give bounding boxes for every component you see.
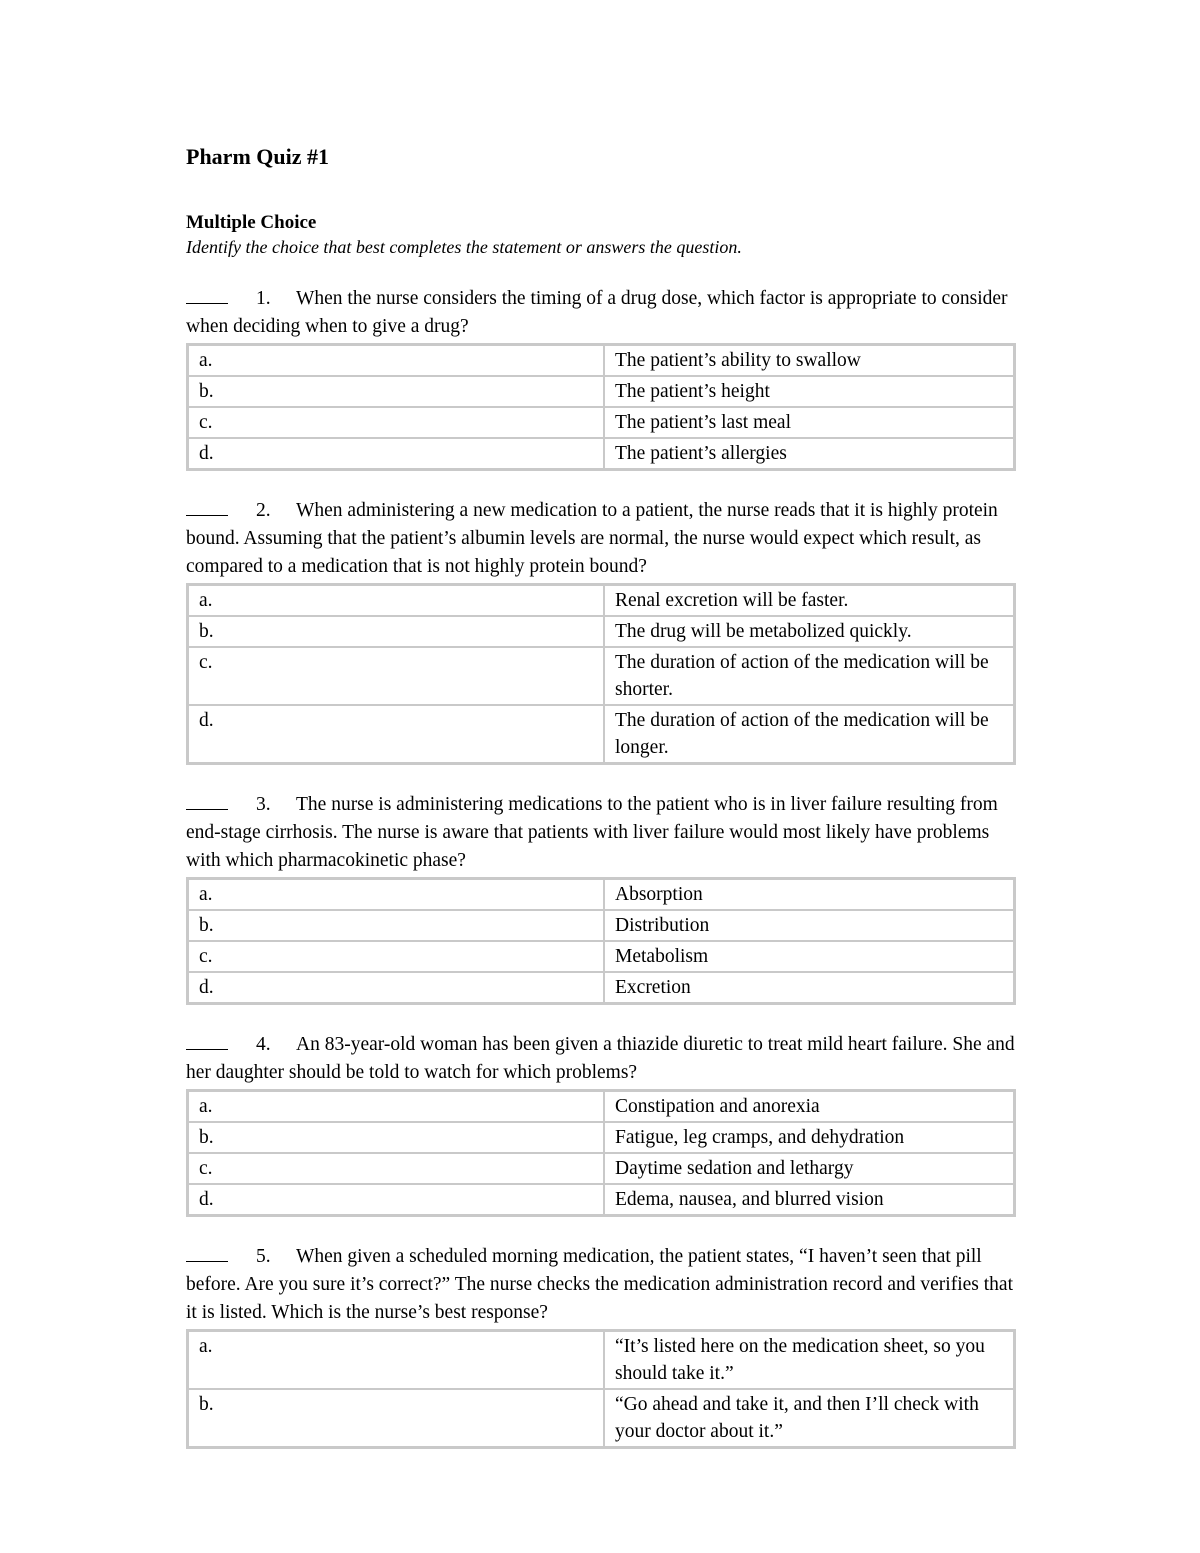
choice-text: The duration of action of the medication will be longer.	[604, 705, 1015, 764]
choice-row	[188, 941, 1015, 972]
choice-text: “Go ahead and take it, and then I’ll check with your doctor about it.”	[604, 1389, 1015, 1448]
question-number: 4.	[256, 1034, 271, 1055]
answer-blank[interactable]	[186, 497, 228, 516]
choice-row	[188, 616, 1015, 647]
choice-letter: c.	[188, 941, 605, 972]
choices-table	[186, 1329, 1016, 1449]
question-text: The nurse is administering medications to the patient who is in liver failure resulting from end-stage cirrhosis. The nurse is aware that patients with liver failure would most likely have problems with which pharmacokinetic phase?	[186, 794, 998, 871]
question-number: 5.	[256, 1246, 271, 1267]
question-4	[186, 1031, 1016, 1217]
answer-blank[interactable]	[186, 1031, 228, 1050]
question-text: When given a scheduled morning medication, the patient states, “I haven’t seen that pill before. Are you sure it’s correct?” The nurse checks the medication administration record and verifies that it is listed. Which is the nurse’s best response?	[186, 1246, 1013, 1323]
choice-row	[188, 1184, 1015, 1216]
answer-blank[interactable]	[186, 791, 228, 810]
question-number: 3.	[256, 794, 271, 815]
choice-text: Edema, nausea, and blurred vision	[604, 1184, 1015, 1216]
question-2	[186, 497, 1016, 765]
section-instructions: Identify the choice that best completes the statement or answers the question.	[186, 237, 742, 257]
choice-row	[188, 376, 1015, 407]
choice-letter: b.	[188, 910, 605, 941]
question-text: When administering a new medication to a patient, the nurse reads that it is highly protein bound. Assuming that the patient’s albumin levels are normal, the nurse would expect which result, as compared to a medication that is not highly protein bound?	[186, 500, 998, 577]
choice-text: The patient’s allergies	[604, 438, 1015, 470]
choice-letter: b.	[188, 1389, 605, 1448]
choice-row	[188, 1122, 1015, 1153]
choice-text: Metabolism	[604, 941, 1015, 972]
choice-row	[188, 647, 1015, 705]
answer-blank[interactable]	[186, 1243, 228, 1262]
choices-table	[186, 877, 1016, 1005]
choice-letter: b.	[188, 1122, 605, 1153]
choice-text: Distribution	[604, 910, 1015, 941]
choice-row	[188, 438, 1015, 470]
choice-row	[188, 1091, 1015, 1123]
question-text: An 83-year-old woman has been given a thiazide diuretic to treat mild heart failure. She and her daughter should be told to watch for which problems?	[186, 1034, 1015, 1083]
choice-row	[188, 1331, 1015, 1390]
choice-row	[188, 407, 1015, 438]
answer-blank[interactable]	[186, 285, 228, 304]
choice-letter: d.	[188, 705, 605, 764]
choice-letter: c.	[188, 407, 605, 438]
choice-text: Daytime sedation and lethargy	[604, 1153, 1015, 1184]
choice-letter: d.	[188, 1184, 605, 1216]
choice-text: “It’s listed here on the medication sheet, so you should take it.”	[604, 1331, 1015, 1390]
choice-row	[188, 879, 1015, 911]
choice-text: Renal excretion will be faster.	[604, 585, 1015, 617]
choice-letter: a.	[188, 879, 605, 911]
choice-letter: a.	[188, 585, 605, 617]
question-stem	[186, 791, 1016, 875]
document-content	[186, 143, 1016, 1449]
choice-row	[188, 910, 1015, 941]
choice-text: Fatigue, leg cramps, and dehydration	[604, 1122, 1015, 1153]
choice-row	[188, 585, 1015, 617]
choices-table	[186, 583, 1016, 765]
question-text: When the nurse considers the timing of a drug dose, which factor is appropriate to consider when deciding when to give a drug?	[186, 288, 1008, 337]
choice-text: Constipation and anorexia	[604, 1091, 1015, 1123]
question-5	[186, 1243, 1016, 1449]
choice-row	[188, 705, 1015, 764]
question-stem	[186, 497, 1016, 581]
choice-text: The patient’s ability to swallow	[604, 345, 1015, 377]
page-title: Pharm Quiz #1	[186, 144, 329, 169]
question-1	[186, 285, 1016, 471]
question-list	[186, 285, 1016, 1449]
choice-text: The duration of action of the medication will be shorter.	[604, 647, 1015, 705]
choice-letter: a.	[188, 345, 605, 377]
choice-letter: a.	[188, 1091, 605, 1123]
choice-row	[188, 345, 1015, 377]
choice-text: The patient’s height	[604, 376, 1015, 407]
question-stem	[186, 1031, 1016, 1087]
choice-letter: b.	[188, 616, 605, 647]
choice-text: Excretion	[604, 972, 1015, 1004]
choice-letter: c.	[188, 647, 605, 705]
choice-text: The drug will be metabolized quickly.	[604, 616, 1015, 647]
choices-table	[186, 1089, 1016, 1217]
choice-letter: d.	[188, 972, 605, 1004]
choice-letter: d.	[188, 438, 605, 470]
choice-row	[188, 1389, 1015, 1448]
question-number: 2.	[256, 500, 271, 521]
choice-text: The patient’s last meal	[604, 407, 1015, 438]
question-3	[186, 791, 1016, 1005]
question-stem	[186, 1243, 1016, 1327]
choice-letter: c.	[188, 1153, 605, 1184]
choices-table	[186, 343, 1016, 471]
choice-letter: a.	[188, 1331, 605, 1390]
choice-row	[188, 1153, 1015, 1184]
choice-text: Absorption	[604, 879, 1015, 911]
choice-row	[188, 972, 1015, 1004]
question-stem	[186, 285, 1016, 341]
question-number: 1.	[256, 288, 271, 309]
choice-letter: b.	[188, 376, 605, 407]
section-heading: Multiple Choice	[186, 212, 317, 233]
